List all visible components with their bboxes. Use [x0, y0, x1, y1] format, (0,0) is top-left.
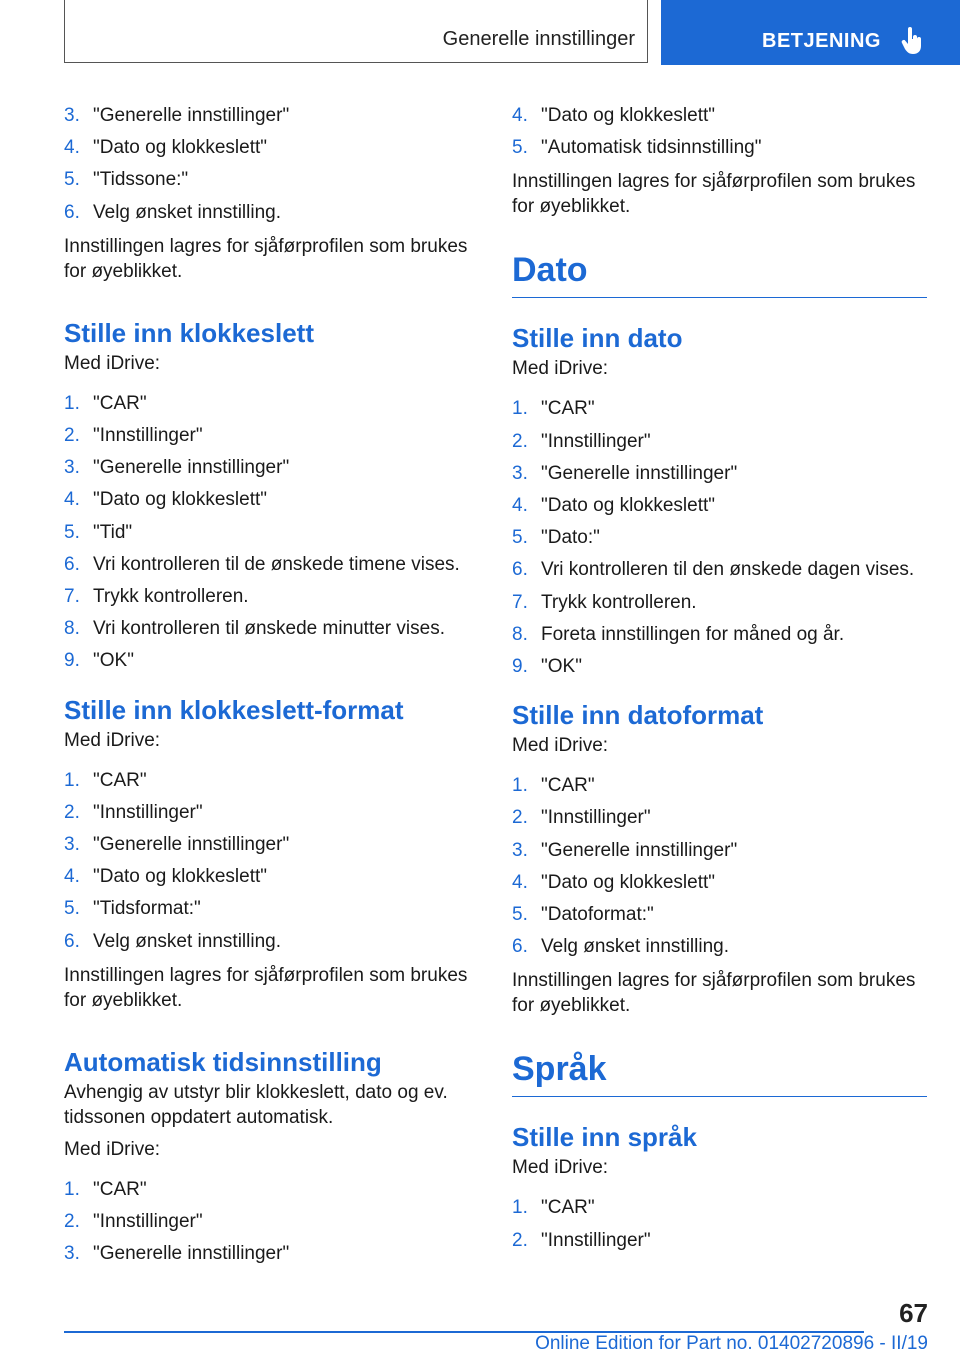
step-number: 2. — [64, 425, 80, 447]
step-number: 5. — [512, 137, 528, 159]
page-number: 67 — [899, 1298, 928, 1328]
format-intro: Med iDrive: — [64, 729, 161, 751]
heading-stille-inn-datoformat: Stille inn datoformat — [512, 700, 764, 731]
step-text: "Generelle innstillinger" — [93, 834, 290, 856]
step-number: 9. — [512, 656, 528, 678]
step-number: 2. — [64, 1211, 80, 1233]
list-item — [512, 132, 927, 164]
lang-intro: Med iDrive: — [512, 1157, 609, 1179]
step-number: 2. — [512, 430, 528, 452]
list-item — [512, 100, 927, 132]
step-text: "Tidsformat:" — [93, 898, 201, 920]
date-intro: Med iDrive: — [512, 358, 609, 380]
list-item — [512, 867, 927, 899]
step-text: "Innstillinger" — [541, 1229, 651, 1251]
list-item — [64, 1238, 479, 1270]
step-number: 1. — [64, 392, 80, 414]
left-note-top: Innstillingen lagres for sjåførprofilen som brukes for øyeblikket. — [64, 235, 468, 282]
list-item — [512, 802, 927, 834]
list-item — [512, 587, 927, 619]
list-item — [64, 452, 479, 484]
step-number: 3. — [64, 105, 80, 126]
chapter-tab — [661, 0, 960, 65]
step-number: 7. — [512, 591, 528, 613]
format-note: Innstillingen lagres for sjåførprofilen som brukes for øyeblikket. — [64, 964, 468, 1011]
auto-steps-list — [64, 1174, 479, 1271]
heading-stille-inn-sprak: Stille inn språk — [512, 1122, 697, 1153]
list-item — [512, 426, 927, 458]
step-text: "OK" — [541, 656, 582, 678]
step-number: 7. — [64, 586, 80, 608]
step-text: Velg ønsket innstilling. — [541, 936, 729, 958]
heading-klokkeslett-format: Stille inn klokkeslett-format — [64, 694, 404, 725]
step-text: "Automatisk tidsinnstilling" — [541, 137, 762, 159]
list-item — [64, 926, 479, 958]
heading-stille-inn-klokkeslett: Stille inn klokkeslett — [64, 317, 314, 348]
step-text: "Tid" — [93, 521, 133, 543]
step-text: Vri kontrolleren til den ønskede dagen vises. — [541, 559, 915, 581]
step-number: 3. — [512, 839, 528, 861]
step-text: "CAR" — [93, 392, 147, 414]
step-text: Velg ønsket innstilling. — [93, 201, 281, 223]
step-text: "CAR" — [93, 1178, 147, 1200]
list-item — [64, 645, 479, 677]
step-number: 1. — [512, 1197, 528, 1219]
list-item — [64, 164, 479, 196]
chapter-title-sprak: Språk — [512, 1048, 927, 1097]
step-number: 4. — [64, 489, 80, 511]
time-steps-list — [64, 388, 479, 678]
step-number: 1. — [64, 1178, 80, 1200]
format-steps-list — [64, 765, 479, 958]
right-top-list — [512, 100, 927, 164]
list-item — [64, 132, 479, 164]
list-item — [512, 458, 927, 490]
list-item — [512, 931, 927, 963]
step-text: Velg ønsket innstilling. — [93, 930, 281, 952]
step-text: "CAR" — [93, 769, 147, 791]
step-number: 1. — [512, 775, 528, 797]
list-item — [64, 517, 479, 549]
step-number: 6. — [64, 930, 80, 952]
list-item — [64, 829, 479, 861]
step-text: "CAR" — [541, 1197, 595, 1219]
hand-pointer-icon — [901, 27, 923, 55]
list-item — [512, 393, 927, 425]
list-item — [512, 770, 927, 802]
left-top-list — [64, 100, 479, 229]
step-number: 5. — [64, 521, 80, 543]
step-text: "CAR" — [541, 398, 595, 420]
section-header — [64, 0, 648, 63]
step-text: "Innstillinger" — [93, 1211, 203, 1233]
step-text: Trykk kontrolleren. — [541, 591, 697, 613]
step-number: 9. — [64, 650, 80, 672]
step-number: 2. — [512, 1229, 528, 1251]
list-item — [64, 549, 479, 581]
list-item — [64, 1174, 479, 1206]
chapter-label: BETJENING — [762, 30, 881, 52]
step-text: "CAR" — [541, 775, 595, 797]
step-text: "Innstillinger" — [93, 425, 203, 447]
step-text: Vri kontrolleren til de ønskede timene vises. — [93, 553, 460, 575]
step-number: 3. — [64, 457, 80, 479]
step-number: 2. — [512, 807, 528, 829]
step-text: Foreta innstillingen for måned og år. — [541, 623, 845, 645]
step-text: "Tidssone:" — [93, 169, 189, 191]
list-item — [64, 861, 479, 893]
step-number: 5. — [512, 527, 528, 549]
list-item — [64, 388, 479, 420]
list-item — [512, 1192, 927, 1224]
chapter-title-dato: Dato — [512, 249, 927, 298]
step-text: "Datoformat:" — [541, 904, 654, 926]
list-item — [512, 835, 927, 867]
list-item — [64, 100, 479, 132]
step-text: "OK" — [93, 650, 134, 672]
step-text: "Generelle innstillinger" — [93, 1243, 290, 1265]
step-number: 6. — [512, 559, 528, 581]
section-title: Generelle innstillinger — [442, 28, 635, 50]
step-text: "Dato:" — [541, 527, 600, 549]
step-number: 8. — [64, 618, 80, 640]
step-text: "Dato og klokkeslett" — [93, 866, 268, 888]
right-note-top: Innstillingen lagres for sjåførprofilen som brukes for øyeblikket. — [512, 171, 916, 218]
list-item — [512, 899, 927, 931]
step-number: 3. — [64, 1243, 80, 1265]
list-item — [64, 581, 479, 613]
step-text: "Dato og klokkeslett" — [93, 489, 268, 511]
step-text: "Innstillinger" — [93, 801, 203, 823]
step-number: 4. — [512, 871, 528, 893]
step-number: 5. — [64, 898, 80, 920]
step-text: "Generelle innstillinger" — [541, 462, 738, 484]
step-number: 6. — [64, 201, 80, 223]
step-number: 4. — [64, 866, 80, 888]
step-number: 5. — [64, 169, 80, 191]
step-text: "Innstillinger" — [541, 807, 651, 829]
step-text: "Generelle innstillinger" — [93, 457, 290, 479]
step-text: "Dato og klokkeslett" — [541, 871, 716, 893]
list-item — [512, 619, 927, 651]
step-number: 1. — [512, 398, 528, 420]
date-steps-list — [512, 393, 927, 683]
list-item — [64, 420, 479, 452]
auto-intro: Med iDrive: — [64, 1138, 161, 1160]
step-number: 5. — [512, 904, 528, 926]
step-number: 4. — [64, 137, 80, 159]
dateformat-steps-list — [512, 770, 927, 963]
dateformat-note: Innstillingen lagres for sjåførprofilen som brukes for øyeblikket. — [512, 970, 916, 1017]
step-text: "Dato og klokkeslett" — [541, 105, 716, 126]
list-item — [512, 1225, 927, 1257]
list-item — [64, 797, 479, 829]
step-number: 6. — [64, 553, 80, 575]
step-text: "Innstillinger" — [541, 430, 651, 452]
step-text: "Dato og klokkeslett" — [541, 495, 716, 517]
list-item — [512, 554, 927, 586]
time-intro: Med iDrive: — [64, 352, 161, 374]
list-item — [64, 765, 479, 797]
auto-description: Avhengig av utstyr blir klokkeslett, dato og ev. tidssonen oppdatert automatisk. — [64, 1081, 448, 1128]
right-column — [512, 100, 927, 1257]
step-number: 2. — [64, 801, 80, 823]
list-item — [64, 197, 479, 229]
step-number: 3. — [64, 834, 80, 856]
heading-automatisk-tidsinnstilling: Automatisk tidsinnstilling — [64, 1046, 382, 1077]
list-item — [512, 490, 927, 522]
step-number: 6. — [512, 936, 528, 958]
step-number: 3. — [512, 462, 528, 484]
left-column — [64, 100, 479, 1270]
step-number: 4. — [512, 495, 528, 517]
step-text: "Generelle innstillinger" — [93, 105, 290, 126]
step-number: 4. — [512, 105, 528, 126]
heading-stille-inn-dato: Stille inn dato — [512, 323, 683, 354]
list-item — [512, 651, 927, 683]
step-text: "Generelle innstillinger" — [541, 839, 738, 861]
dateformat-intro: Med iDrive: — [512, 735, 609, 757]
step-number: 1. — [64, 769, 80, 791]
list-item — [64, 613, 479, 645]
step-text: Trykk kontrolleren. — [93, 586, 249, 608]
step-text: "Dato og klokkeslett" — [93, 137, 268, 159]
lang-steps-list — [512, 1192, 927, 1256]
list-item — [512, 522, 927, 554]
list-item — [64, 893, 479, 925]
list-item — [64, 484, 479, 516]
list-item — [64, 1206, 479, 1238]
step-number: 8. — [512, 623, 528, 645]
edition-footer: Online Edition for Part no. 01402720896 - II/19 — [535, 1333, 928, 1354]
step-text: Vri kontrolleren til ønskede minutter vises. — [93, 618, 445, 640]
